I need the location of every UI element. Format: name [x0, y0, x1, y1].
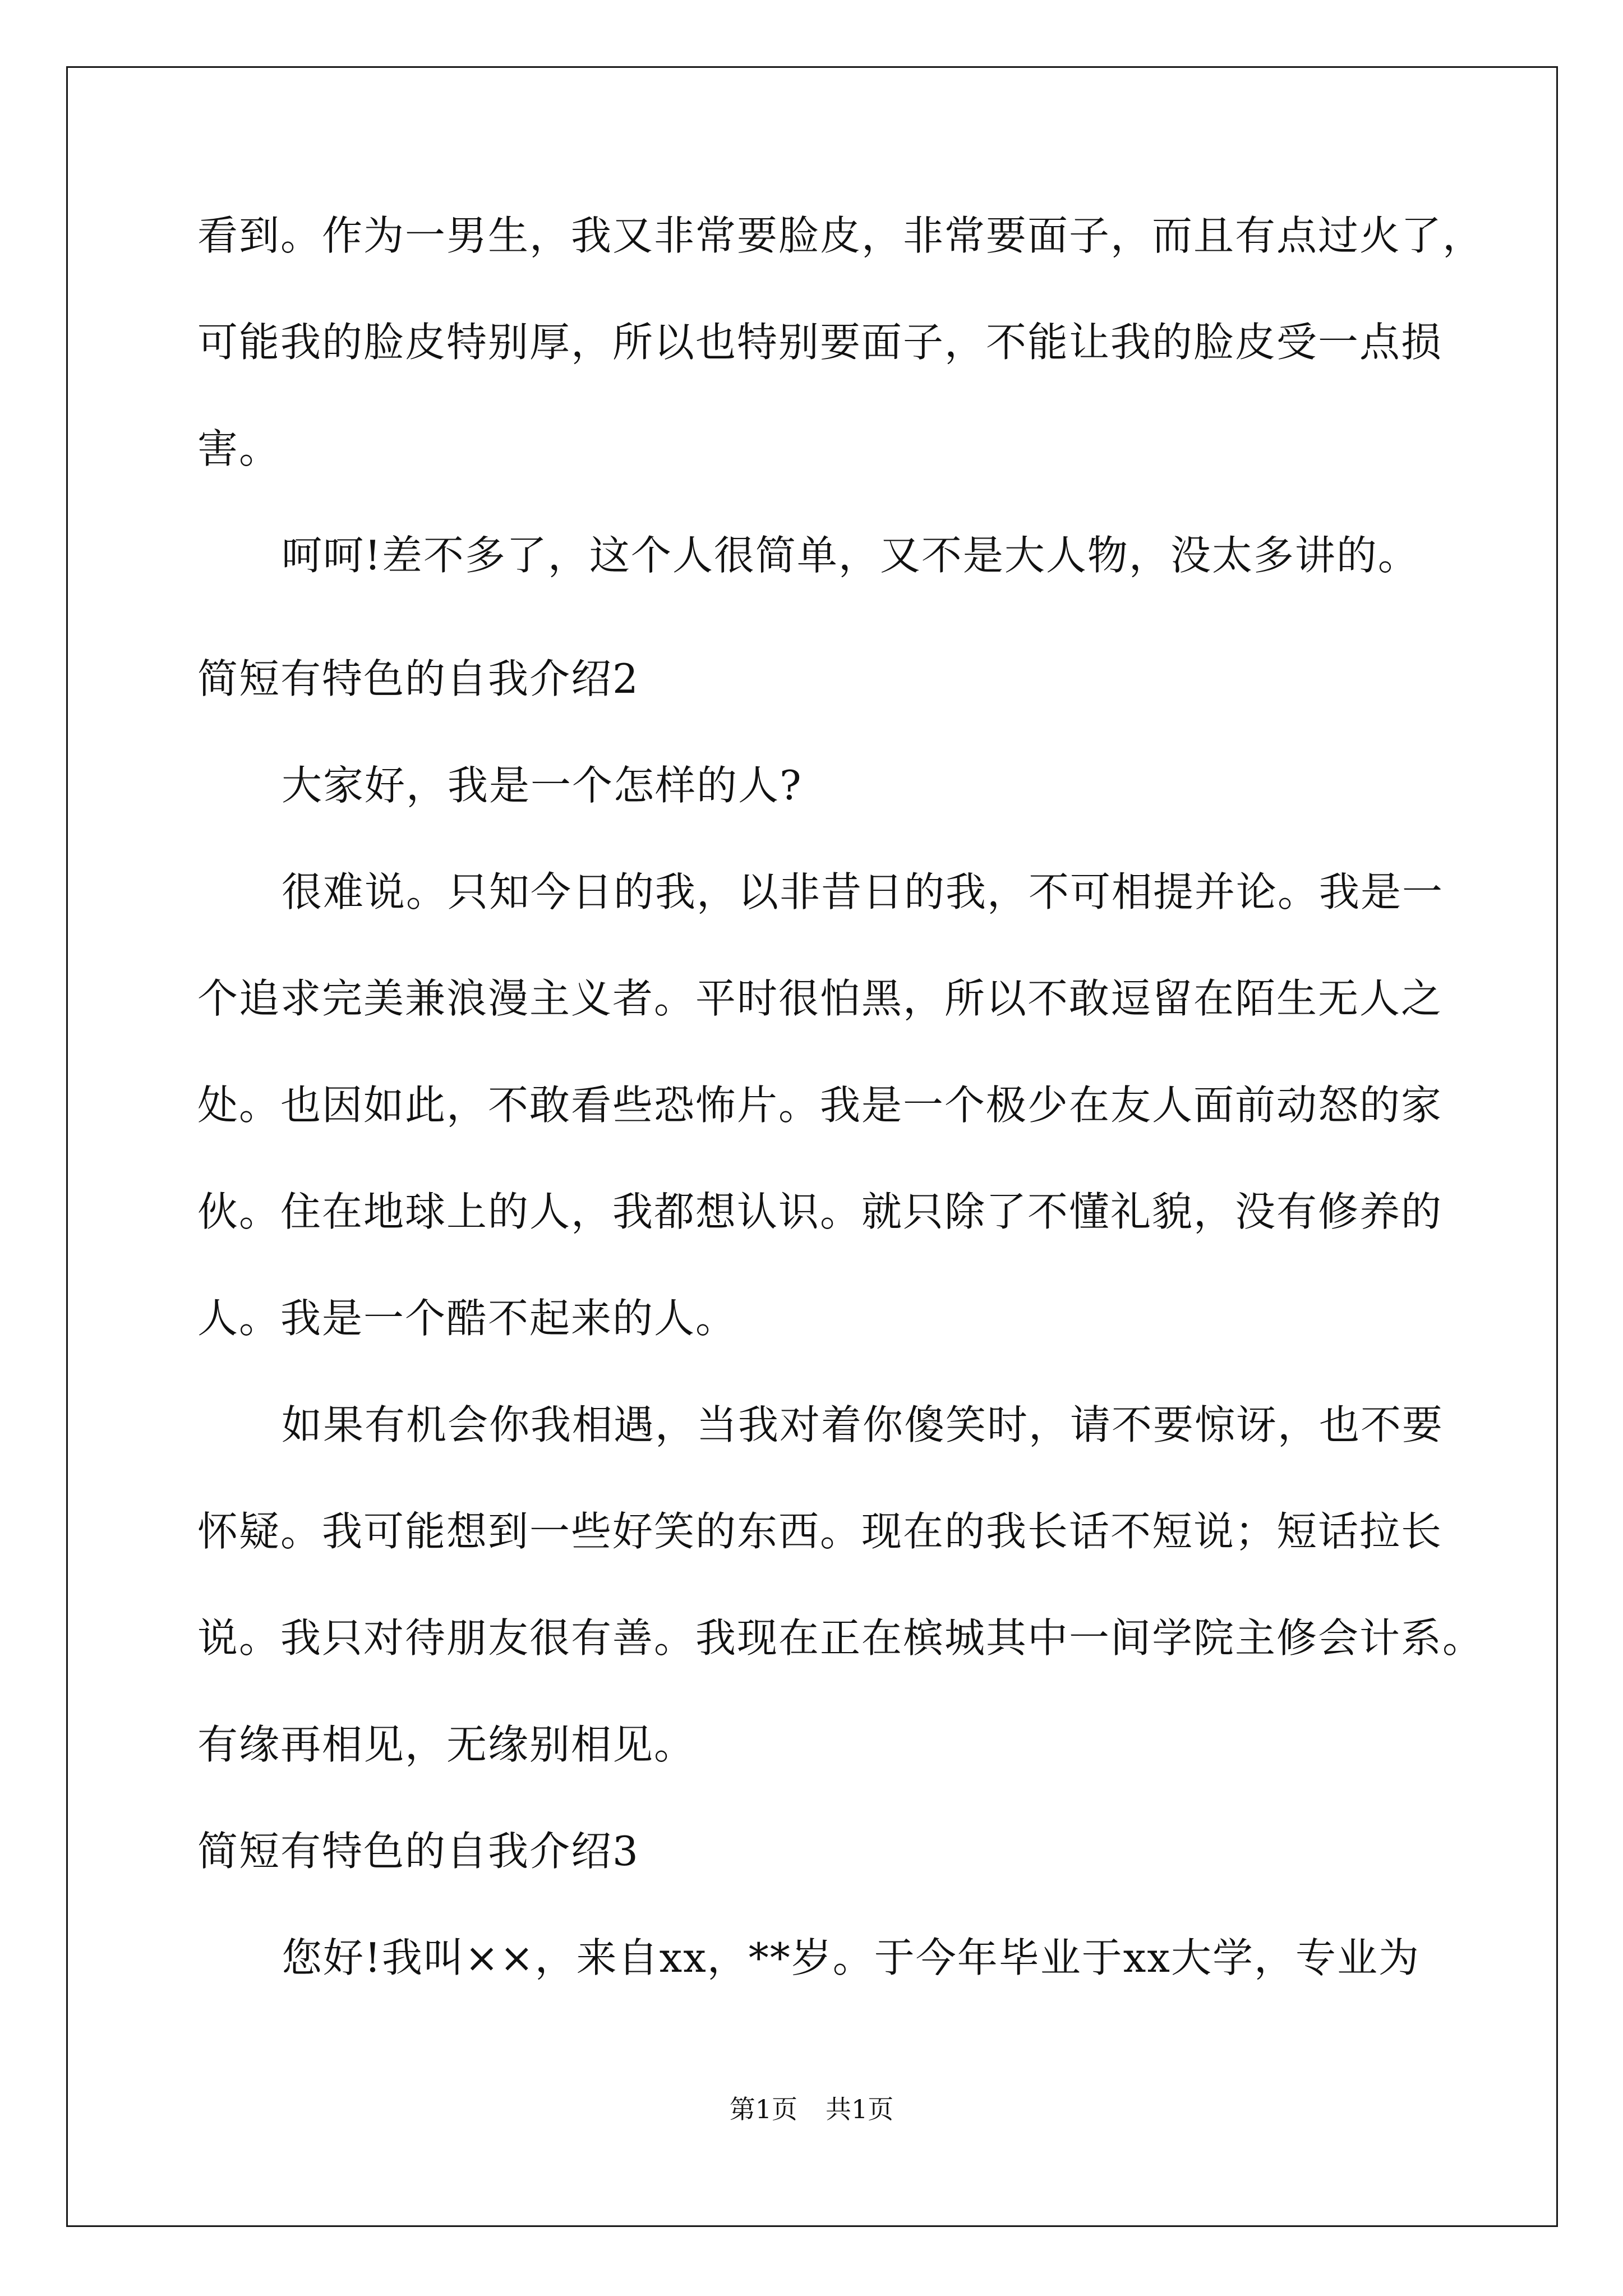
page-border [66, 66, 1558, 2227]
paragraph-line: 说。我只对待朋友很有善。我现在正在槟城其中一间学院主修会计系。 [197, 1614, 1484, 1662]
paragraph-line: 个追求完美兼浪漫主义者。平时很怕黑，所以不敢逗留在陌生无人之 [197, 975, 1443, 1022]
paragraph-line: 害。 [197, 425, 281, 472]
paragraph-line: 伙。住在地球上的人，我都想认识。就只除了不懂礼貌，没有修养的 [197, 1188, 1443, 1235]
paragraph-line: 很难说。只知今日的我，以非昔日的我，不可相提并论。我是一 [282, 868, 1444, 915]
paragraph-line: 您好!我叫××，来自xx，**岁。于今年毕业于xx大学，专业为 [282, 1934, 1421, 1981]
paragraph-line: 人。我是一个酷不起来的人。 [197, 1295, 737, 1342]
page-number: 第1页 [729, 2094, 797, 2124]
page-total: 共1页 [826, 2094, 894, 2124]
page-footer [0, 2092, 1623, 2126]
paragraph-line: 看到。作为一男生，我又非常要脸皮，非常要面子，而且有点过火了， [197, 212, 1484, 259]
section-heading: 简短有特色的自我介绍3 [197, 1828, 639, 1875]
paragraph-line: 呵呵!差不多了，这个人很简单，又不是大人物，没太多讲的。 [282, 532, 1419, 579]
section-heading: 简短有特色的自我介绍2 [197, 655, 639, 702]
paragraph-line: 有缘再相见，无缘别相见。 [197, 1721, 696, 1768]
paragraph-line: 怀疑。我可能想到一些好笑的东西。现在的我长话不短说；短话拉长 [197, 1508, 1443, 1555]
paragraph-line: 可能我的脸皮特别厚，所以也特别要面子，不能让我的脸皮受一点损 [197, 319, 1443, 366]
paragraph-line: 大家好，我是一个怎样的人? [282, 762, 803, 809]
paragraph-line: 处。也因如此，不敢看些恐怖片。我是一个极少在友人面前动怒的家 [197, 1082, 1443, 1129]
paragraph-line: 如果有机会你我相遇，当我对着你傻笑时，请不要惊讶，也不要 [282, 1401, 1444, 1448]
